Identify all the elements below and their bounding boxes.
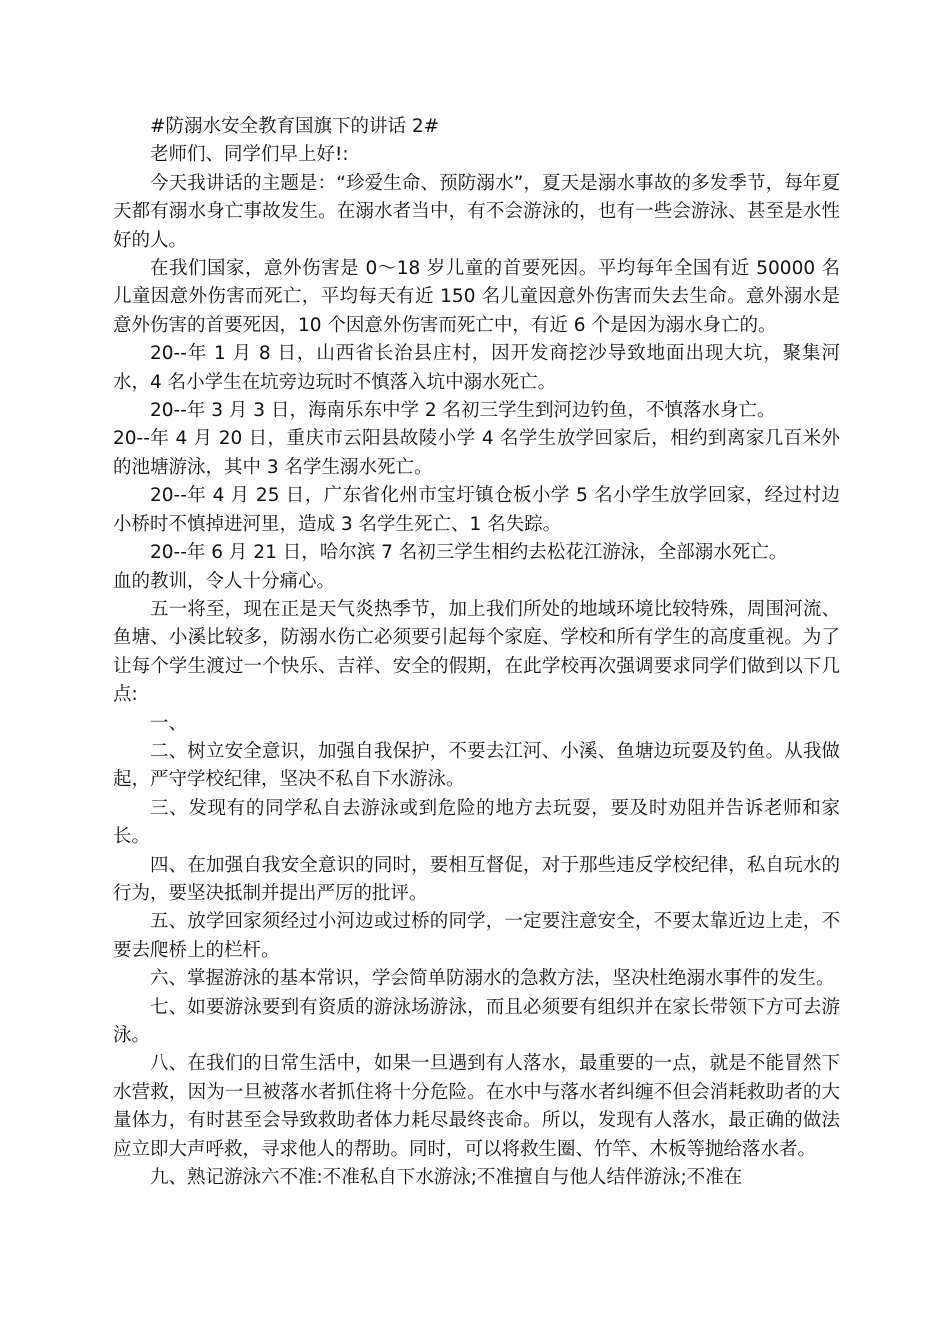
paragraph-lesson: 血的教训，令人十分痛心。 (113, 570, 336, 592)
paragraph-may-day: 五一将至，现在正是天气炎热季节，加上我们所处的地域环境比较特殊，周围河流、鱼塘、小溪比较多，防溺水伤亡必须要引起每个家庭、学校和所有学生的高度重视。为了让每个学生渡过一个快乐、吉祥、安全的假期，在此学校再次强调要求同学们做到以下几点: (113, 598, 840, 706)
paragraph-case-hainan: 20--年 3 月 3 日，海南乐东中学 2 名初三学生到河边钓鱼，不慎落水身亡。 (150, 400, 776, 422)
greeting: 老师们、同学们早上好!: (150, 144, 349, 166)
list-item-7: 七、如要游泳要到有资质的游泳场游泳，而且必须要有组织并在家长带领下方可去游泳。 (113, 996, 840, 1046)
list-item-1: 一、 (150, 712, 188, 734)
list-item-3: 三、发现有的同学私自去游泳或到危险的地方去玩耍，要及时劝阻并告诉老师和家长。 (113, 797, 840, 848)
paragraph-case-harbin: 20--年 6 月 21 日，哈尔滨 7 名初三学生相约去松花江游泳，全部溺水死亡。 (150, 542, 788, 564)
document-title: #防溺水安全教育国旗下的讲话 2# (150, 116, 440, 137)
paragraph-case-chongqing: 20--年 4 月 20 日，重庆市云阳县故陵小学 4 名学生放学回家后，相约到离家几百米外的池塘游泳，其中 3 名学生溺水死亡。 (113, 428, 840, 478)
list-item-2: 二、树立安全意识，加强自我保护，不要去江河、小溪、鱼塘边玩耍及钓鱼。从我做起，严守学校纪律，坚决不私自下水游泳。 (113, 740, 840, 791)
paragraph-case-guangdong: 20--年 4 月 25 日，广东省化州市宝圩镇仓板小学 5 名小学生放学回家，经过村边小桥时不慎掉进河里，造成 3 名学生死亡、1 名失踪。 (113, 485, 840, 535)
paragraph-case-shanxi: 20--年 1 月 8 日，山西省长治县庄村，因开发商挖沙导致地面出现大坑，聚集河水，4 名小学生在坑旁边玩时不慎落入坑中溺水死亡。 (113, 343, 840, 393)
list-item-5: 五、放学回家须经过小河边或过桥的同学，一定要注意安全，不要太靠近边上走，不要去爬桥上的栏杆。 (113, 911, 840, 961)
list-item-8: 八、在我们的日常生活中，如果一旦遇到有人落水，最重要的一点，就是不能冒然下水营救，因为一旦被落水者抓住将十分危险。在水中与落水者纠缠不但会消耗救助者的大量体力，有时甚至会导致救助者体力耗尽最终丧命。所以，发现有人落水，最正确的做法应立即大声呼救，寻求他人的帮助。同时，可以将救生圈、竹竿、木板等抛给落水者。 (113, 1053, 840, 1160)
list-item-9: 九、熟记游泳六不准:不准私自下水游泳;不准擅自与他人结伴游泳;不准在 (150, 1167, 743, 1189)
list-item-4: 四、在加强自我安全意识的同时，要相互督促，对于那些违反学校纪律，私自玩水的行为，要坚决抵制并提出严厉的批评。 (113, 854, 840, 904)
paragraph-theme: 今天我讲话的主题是：“珍爱生命、预防溺水”，夏天是溺水事故的多发季节，每年夏天都有溺水身亡事故发生。在溺水者当中，有不会游泳的，也有一些会游泳、甚至是水性好的人。 (113, 172, 840, 251)
document-body (113, 113, 840, 1192)
paragraph-statistics: 在我们国家，意外伤害是 0～18 岁儿童的首要死因。平均每年全国有近 50000 名儿童因意外伤害而死亡，平均每天有近 150 名儿童因意外伤害而失去生命。意外溺水是意外伤害的首要死因，10 个因意外伤害而死亡中，有近 6 个是因为溺水身亡的。 (113, 258, 840, 336)
list-item-6: 六、掌握游泳的基本常识，学会简单防溺水的急救方法，坚决杜绝溺水事件的发生。 (150, 968, 835, 990)
